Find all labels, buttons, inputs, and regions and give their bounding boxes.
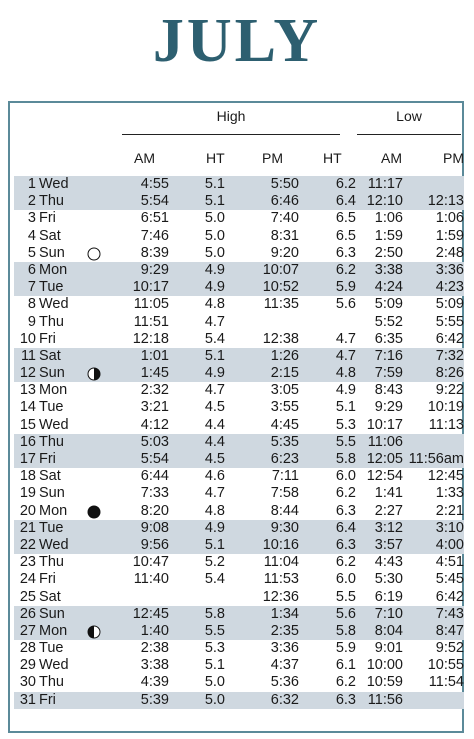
low-am-time: 5:52: [374, 313, 403, 330]
high-am-height: 4.7: [204, 485, 225, 502]
day-number: 14: [19, 399, 36, 416]
high-am-time: 6:51: [140, 210, 169, 227]
high-pm-time: 7:11: [271, 468, 299, 485]
high-am-height: 4.9: [204, 279, 225, 296]
table-row: [14, 640, 464, 657]
high-pm-height: 5.6: [335, 296, 356, 313]
high-am-height: 5.5: [204, 622, 225, 639]
high-am-time: 2:32: [140, 382, 169, 399]
high-pm-height: 6.4: [335, 519, 356, 536]
day-of-week: Wed: [39, 416, 69, 433]
table-row: [14, 434, 464, 451]
day-number: 19: [19, 485, 36, 502]
day-of-week: Wed: [39, 657, 69, 674]
high-am-time: 11:40: [133, 571, 169, 588]
table-row: [14, 623, 464, 640]
high-pm-time: 8:44: [270, 502, 299, 519]
high-pm-height: 4.8: [335, 365, 356, 382]
low-pm-time: 3:36: [435, 261, 464, 278]
high-pm-height: 6.2: [335, 261, 356, 278]
low-am-time: 9:29: [374, 399, 403, 416]
high-am-height: 5.0: [204, 227, 225, 244]
day-of-week: Sun: [39, 365, 65, 382]
low-am-time: 3:12: [374, 519, 403, 536]
table-row: [14, 503, 464, 520]
new-moon-icon: [87, 505, 101, 519]
high-am-time: 9:29: [140, 261, 169, 278]
low-pm-time: 5:45: [435, 571, 464, 588]
high-am-time: 7:33: [140, 485, 169, 502]
high-pm-height: 6.0: [335, 468, 356, 485]
high-pm-time: 2:35: [270, 622, 299, 639]
low-pm-time: 9:22: [435, 382, 464, 399]
low-am-time: 2:50: [374, 244, 403, 261]
high-pm-height: 5.9: [335, 640, 356, 657]
low-am-time: 10:59: [366, 674, 403, 691]
high-am-height: 5.0: [204, 691, 225, 708]
high-pm-height: 5.5: [335, 433, 356, 450]
low-am-time: 8:43: [374, 382, 403, 399]
day-of-week: Mon: [39, 502, 68, 519]
high-am-height: 5.2: [204, 554, 225, 571]
high-pm-height: 6.2: [335, 176, 356, 192]
day-number: 9: [27, 313, 36, 330]
high-am-height: 4.4: [204, 416, 225, 433]
table-row: [14, 228, 464, 245]
high-am-time: 5:39: [140, 691, 169, 708]
table-row: [14, 692, 464, 709]
high-pm-height-header: HT: [323, 150, 342, 166]
high-am-height: 4.9: [204, 261, 225, 278]
high-am-height: 5.4: [204, 571, 225, 588]
high-pm-time: 10:52: [262, 279, 299, 296]
day-number: 21: [19, 519, 36, 536]
low-pm-time: 5:09: [435, 296, 464, 313]
day-number: 7: [27, 279, 36, 296]
day-of-week: Wed: [39, 296, 69, 313]
low-pm-time: 12:45: [427, 468, 464, 485]
low-am-time: 1:41: [374, 485, 403, 502]
low-am-time: 1:59: [374, 227, 403, 244]
day-of-week: Thu: [39, 313, 64, 330]
low-pm-time: 6:42: [435, 588, 464, 605]
low-am-time: 7:16: [374, 347, 403, 364]
day-of-week: Mon: [39, 382, 68, 399]
high-pm-time: 6:32: [270, 691, 299, 708]
high-pm-height: 6.2: [335, 554, 356, 571]
high-am-time: 3:38: [140, 657, 169, 674]
table-row: [14, 193, 464, 210]
table-row: [14, 296, 464, 313]
high-am-time: 10:17: [132, 279, 169, 296]
low-pm-time: 1:06: [435, 210, 464, 227]
high-pm-time: 1:26: [270, 347, 299, 364]
low-pm-time: 9:52: [435, 640, 464, 657]
low-am-time: 10:17: [366, 416, 403, 433]
table-row: [14, 314, 464, 331]
day-of-week: Thu: [39, 674, 64, 691]
day-of-week: Fri: [39, 571, 56, 588]
high-pm-time: 10:07: [262, 261, 299, 278]
day-number: 30: [19, 674, 36, 691]
day-number: 18: [19, 468, 36, 485]
high-am-time: 8:20: [140, 502, 169, 519]
high-am-time: 9:56: [140, 536, 169, 553]
low-pm-time: 11:13: [428, 416, 464, 433]
high-am-time: 9:08: [140, 519, 169, 536]
low-pm-time: 10:19: [427, 399, 464, 416]
last-moon-icon: [87, 367, 101, 381]
high-pm-height: 6.2: [335, 485, 356, 502]
day-number: 29: [19, 657, 36, 674]
high-am-height: 4.9: [204, 519, 225, 536]
high-pm-time: 6:23: [270, 451, 299, 467]
high-pm-height: 5.1: [335, 399, 356, 416]
table-row: [14, 245, 464, 262]
low-am-header: AM: [381, 150, 402, 166]
high-group-divider: [122, 134, 340, 135]
day-of-week: Wed: [39, 536, 69, 553]
high-am-height: 5.1: [204, 657, 225, 674]
low-am-time: 7:10: [374, 605, 403, 622]
low-am-time: 12:05: [366, 451, 403, 467]
low-am-time: 6:19: [374, 588, 403, 605]
day-number: 8: [27, 296, 36, 313]
day-of-week: Fri: [39, 451, 56, 467]
day-number: 24: [19, 571, 36, 588]
high-am-time: 11:51: [133, 313, 169, 330]
day-of-week: Tue: [39, 279, 64, 296]
high-am-time: 11:05: [133, 296, 169, 313]
high-am-time: 3:21: [140, 399, 169, 416]
day-of-week: Sat: [39, 468, 61, 485]
high-am-height: 5.1: [204, 193, 225, 210]
high-pm-height: 6.4: [335, 193, 356, 210]
high-am-time: 1:45: [140, 365, 169, 382]
high-am-height: 5.4: [204, 330, 225, 347]
low-pm-time: 12:13: [427, 193, 464, 210]
day-of-week: Thu: [39, 554, 64, 571]
low-group-divider: [357, 134, 461, 135]
high-pm-height: 6.0: [335, 571, 356, 588]
high-pm-header: PM: [262, 150, 283, 166]
table-row: [14, 657, 464, 674]
low-pm-time: 4:51: [435, 554, 464, 571]
day-of-week: Sat: [39, 588, 61, 605]
low-pm-time: 2:48: [435, 244, 464, 261]
day-of-week: Tue: [39, 640, 64, 657]
high-group-header: High: [216, 108, 246, 124]
low-pm-time: 6:42: [435, 330, 464, 347]
low-pm-time: 7:32: [435, 347, 464, 364]
high-pm-time: 3:05: [270, 382, 299, 399]
full-moon-icon: [87, 247, 101, 261]
day-number: 1: [27, 176, 36, 192]
low-pm-time: 5:55: [435, 313, 464, 330]
table-row: [14, 485, 464, 502]
day-of-week: Sun: [39, 485, 65, 502]
day-of-week: Fri: [39, 330, 56, 347]
day-number: 4: [27, 227, 36, 244]
high-am-time: 5:54: [140, 193, 169, 210]
day-number: 10: [19, 330, 36, 347]
high-am-time: 1:40: [140, 622, 169, 639]
high-am-time: 12:45: [132, 605, 169, 622]
high-pm-time: 11:35: [263, 296, 299, 313]
first-moon-icon: [87, 625, 101, 639]
high-pm-height: 4.7: [335, 347, 356, 364]
day-of-week: Tue: [39, 399, 64, 416]
day-number: 3: [27, 210, 36, 227]
table-row: [14, 331, 464, 348]
high-pm-height: 5.8: [335, 451, 356, 467]
low-am-time: 11:06: [367, 433, 403, 450]
high-am-time: 1:01: [140, 347, 169, 364]
high-pm-time: 10:16: [262, 536, 299, 553]
day-number: 17: [19, 451, 36, 467]
high-pm-time: 7:40: [270, 210, 299, 227]
high-am-height: 4.8: [204, 502, 225, 519]
table-row: [14, 365, 464, 382]
high-am-height: 5.0: [204, 244, 225, 261]
high-am-time: 6:44: [140, 468, 169, 485]
high-pm-height: 6.3: [335, 502, 356, 519]
high-am-time: 5:54: [140, 451, 169, 467]
high-am-time: 2:38: [140, 640, 169, 657]
table-row: [14, 382, 464, 399]
high-pm-time: 9:30: [270, 519, 299, 536]
low-am-time: 10:00: [366, 657, 403, 674]
low-pm-time: 8:26: [435, 365, 464, 382]
low-am-time: 3:57: [374, 536, 403, 553]
high-am-height: 5.3: [204, 640, 225, 657]
table-row: [14, 451, 464, 468]
high-am-height: 5.0: [204, 674, 225, 691]
high-pm-time: 3:55: [270, 399, 299, 416]
low-pm-time: 3:10: [435, 519, 464, 536]
high-pm-height: 4.9: [335, 382, 356, 399]
high-pm-height: 6.2: [335, 674, 356, 691]
low-pm-time: 4:00: [435, 536, 464, 553]
low-am-time: 6:35: [374, 330, 403, 347]
day-of-week: Mon: [39, 622, 68, 639]
high-pm-time: 4:45: [270, 416, 299, 433]
high-pm-height: 5.5: [335, 588, 356, 605]
high-pm-time: 12:38: [262, 330, 299, 347]
high-am-time: 8:39: [140, 244, 169, 261]
day-of-week: Mon: [39, 261, 68, 278]
high-pm-time: 5:35: [270, 433, 299, 450]
day-of-week: Wed: [39, 176, 69, 192]
high-pm-height: 5.6: [335, 605, 356, 622]
low-pm-time: 11:56am: [408, 451, 464, 467]
low-am-time: 11:56: [367, 691, 403, 708]
table-row: [14, 468, 464, 485]
day-number: 20: [19, 502, 36, 519]
low-group-header: Low: [396, 108, 422, 124]
table-row: [14, 279, 464, 296]
day-of-week: Thu: [39, 193, 64, 210]
day-number: 15: [19, 416, 36, 433]
table-row: [14, 537, 464, 554]
table-row: [14, 348, 464, 365]
low-pm-time: 1:59: [435, 227, 464, 244]
high-am-time: 5:03: [140, 433, 169, 450]
low-pm-header: PM: [443, 150, 464, 166]
high-pm-height: 6.3: [335, 244, 356, 261]
high-pm-time: 5:36: [270, 674, 299, 691]
high-am-height: 5.8: [204, 605, 225, 622]
high-am-time: 7:46: [140, 227, 169, 244]
day-number: 13: [19, 382, 36, 399]
high-pm-height: 5.9: [335, 279, 356, 296]
high-am-height: 4.9: [204, 365, 225, 382]
table-row: [14, 176, 464, 193]
day-of-week: Tue: [39, 519, 64, 536]
high-pm-height: 6.5: [335, 210, 356, 227]
high-pm-time: 12:36: [262, 588, 299, 605]
high-am-height: 4.4: [204, 433, 225, 450]
low-am-time: 4:43: [374, 554, 403, 571]
high-am-time: 4:55: [140, 176, 169, 192]
high-pm-time: 3:36: [270, 640, 299, 657]
low-am-time: 11:17: [367, 176, 403, 192]
low-pm-time: 1:33: [435, 485, 464, 502]
day-number: 23: [19, 554, 36, 571]
low-am-time: 4:24: [374, 279, 403, 296]
day-number: 11: [20, 347, 36, 364]
high-am-height: 4.8: [204, 296, 225, 313]
high-pm-height: 6.5: [335, 227, 356, 244]
day-number: 28: [19, 640, 36, 657]
high-am-time: 12:18: [132, 330, 169, 347]
day-of-week: Sun: [39, 244, 65, 261]
high-am-height: 5.1: [204, 176, 225, 192]
day-number: 2: [27, 193, 36, 210]
day-number: 25: [19, 588, 36, 605]
day-number: 12: [19, 365, 36, 382]
low-pm-time: 7:43: [435, 605, 464, 622]
day-of-week: Fri: [39, 691, 56, 708]
day-of-week: Sat: [39, 227, 61, 244]
table-row: [14, 262, 464, 279]
high-pm-time: 1:34: [270, 605, 299, 622]
high-am-height: 4.5: [204, 399, 225, 416]
high-am-height: 5.1: [204, 347, 225, 364]
low-am-time: 7:59: [374, 365, 403, 382]
high-pm-height: 5.8: [335, 622, 356, 639]
high-pm-height: 6.3: [335, 691, 356, 708]
low-am-time: 1:06: [374, 210, 403, 227]
table-row: [14, 417, 464, 434]
day-of-week: Thu: [39, 433, 64, 450]
table-row: [14, 554, 464, 571]
tide-rows: [14, 176, 464, 709]
high-pm-time: 11:53: [263, 571, 299, 588]
low-am-time: 12:54: [366, 468, 403, 485]
high-am-time: 10:47: [132, 554, 169, 571]
table-row: [14, 674, 464, 691]
high-pm-time: 2:15: [270, 365, 299, 382]
day-number: 5: [27, 244, 36, 261]
high-am-time: 4:39: [140, 674, 169, 691]
high-pm-time: 9:20: [270, 244, 299, 261]
high-am-time: 4:12: [140, 416, 169, 433]
day-number: 31: [19, 691, 36, 708]
high-am-height: 4.7: [204, 382, 225, 399]
high-pm-time: 4:37: [270, 657, 299, 674]
high-am-height: 4.6: [204, 468, 225, 485]
high-am-header: AM: [134, 150, 155, 166]
high-am-height: 4.5: [204, 451, 225, 467]
table-row: [14, 520, 464, 537]
day-of-week: Sat: [39, 347, 61, 364]
high-pm-time: 8:31: [270, 227, 299, 244]
table-row: [14, 399, 464, 416]
table-row: [14, 210, 464, 227]
low-pm-time: 10:55: [427, 657, 464, 674]
low-am-time: 5:30: [374, 571, 403, 588]
day-of-week: Fri: [39, 210, 56, 227]
day-number: 6: [27, 261, 36, 278]
low-pm-time: 8:47: [435, 622, 464, 639]
low-pm-time: 2:21: [435, 502, 464, 519]
day-number: 27: [19, 622, 36, 639]
low-am-time: 2:27: [374, 502, 403, 519]
page-title: JULY: [152, 7, 322, 75]
high-pm-height: 6.3: [335, 536, 356, 553]
low-am-time: 12:10: [366, 193, 403, 210]
day-number: 26: [19, 605, 36, 622]
high-am-height: 5.0: [204, 210, 225, 227]
table-row: [14, 571, 464, 588]
high-am-height-header: HT: [206, 150, 225, 166]
day-number: 22: [19, 536, 36, 553]
high-pm-time: 5:50: [270, 176, 299, 192]
high-pm-time: 7:58: [270, 485, 299, 502]
day-of-week: Sun: [39, 605, 65, 622]
high-am-height: 4.7: [204, 313, 225, 330]
day-number: 16: [19, 433, 36, 450]
low-pm-time: 4:23: [435, 279, 464, 296]
low-am-time: 9:01: [374, 640, 403, 657]
low-am-time: 8:04: [374, 622, 403, 639]
low-pm-time: 11:54: [428, 674, 464, 691]
high-pm-time: 11:04: [263, 554, 299, 571]
high-pm-time: 6:46: [270, 193, 299, 210]
high-pm-height: 6.1: [335, 657, 356, 674]
table-row: [14, 606, 464, 623]
high-am-height: 5.1: [204, 536, 225, 553]
table-row: [14, 589, 464, 606]
low-am-time: 3:38: [374, 261, 403, 278]
low-am-time: 5:09: [374, 296, 403, 313]
high-pm-height: 4.7: [335, 330, 356, 347]
high-pm-height: 5.3: [335, 416, 356, 433]
